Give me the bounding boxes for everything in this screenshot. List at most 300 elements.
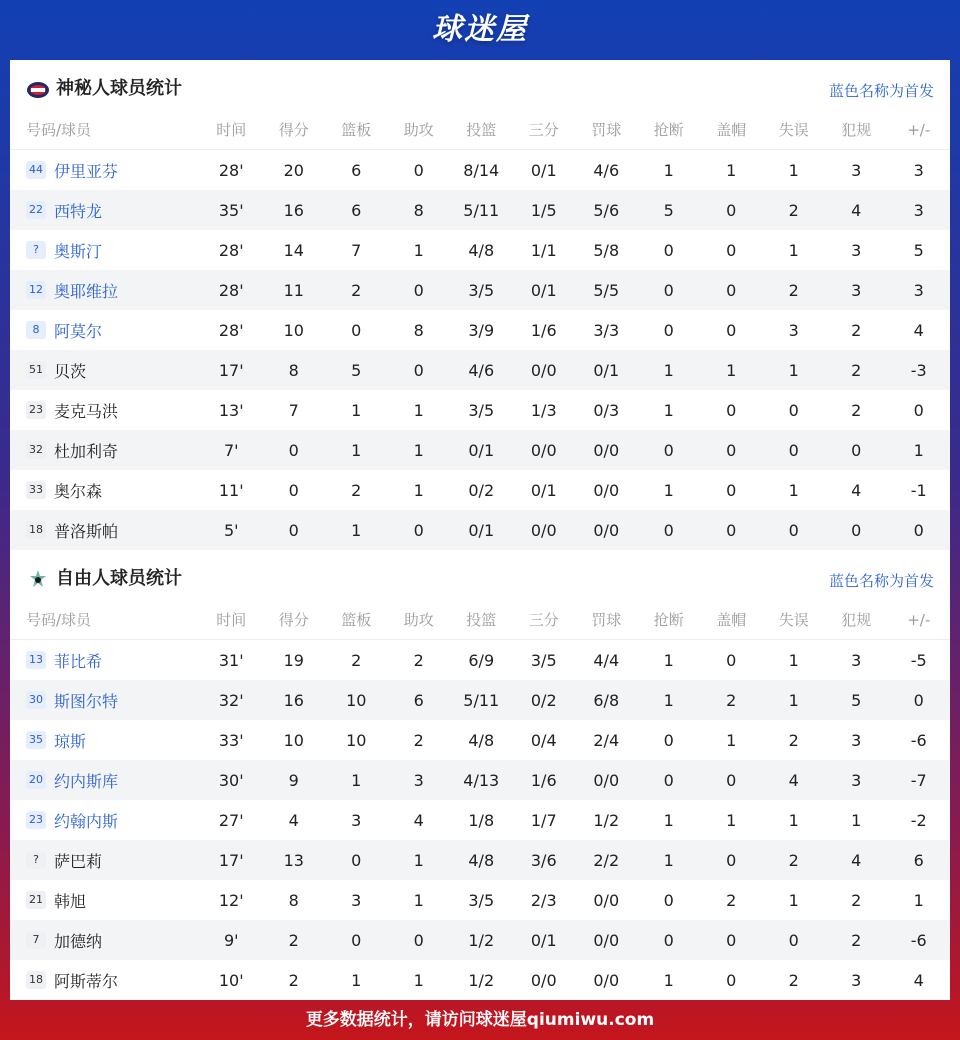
stat-cell: 0/0 <box>593 440 620 460</box>
stat-cell: 10 <box>346 690 367 710</box>
column-header: 得分 <box>278 611 309 629</box>
player-name[interactable]: 奥耶维拉 <box>54 281 119 301</box>
jersey-number-badge: ? <box>26 851 46 869</box>
player-name[interactable]: 西特龙 <box>54 201 103 221</box>
stat-cell: 0/3 <box>593 400 620 420</box>
stat-cell: 0 <box>788 440 799 460</box>
stat-cell: 3 <box>851 160 862 180</box>
stat-cell: 17' <box>218 360 244 380</box>
stat-cell: 1 <box>726 160 737 180</box>
player-cell <box>10 239 200 262</box>
starter-note: 蓝色名称为首发 <box>828 572 934 590</box>
stat-cell: 0 <box>913 520 924 540</box>
column-header: 抢断 <box>653 611 684 629</box>
stat-cell: 19 <box>283 650 304 670</box>
column-header: 投篮 <box>466 121 497 139</box>
stat-cell: 0 <box>913 400 924 420</box>
player-name[interactable]: 约内斯库 <box>54 771 119 791</box>
team-title: 神秘人球员统计 <box>56 78 182 99</box>
player-name[interactable]: 琼斯 <box>54 731 87 751</box>
column-header: 罚球 <box>591 121 622 139</box>
stat-cell: 4 <box>851 200 862 220</box>
stat-cell: 9 <box>288 770 299 790</box>
player-row <box>10 840 950 880</box>
player-cell <box>10 199 200 222</box>
column-header: 失误 <box>778 611 809 629</box>
stat-cell: 1 <box>788 650 799 670</box>
stat-cell: 2 <box>788 970 799 990</box>
column-header: 助攻 <box>403 121 434 139</box>
player-row <box>10 880 950 920</box>
player-row <box>10 720 950 760</box>
stat-cell: 12' <box>218 890 244 910</box>
player-name: 杜加利奇 <box>54 441 119 461</box>
stat-cell: 1 <box>851 810 862 830</box>
stat-cell: 0/1 <box>530 280 557 300</box>
stat-cell: 30' <box>218 770 244 790</box>
column-header-row <box>10 120 950 150</box>
stat-cell: 1 <box>663 810 674 830</box>
stat-cell: -1 <box>910 480 927 500</box>
jersey-number-badge: 7 <box>26 931 46 949</box>
stat-cell: 0 <box>726 650 737 670</box>
stat-cell: 1 <box>663 690 674 710</box>
stat-cell: 0 <box>726 240 737 260</box>
stat-cell: 3 <box>851 240 862 260</box>
stat-cell: 3 <box>851 770 862 790</box>
stat-cell: 16 <box>283 200 304 220</box>
team-title: 自由人球员统计 <box>56 568 182 589</box>
stat-cell: 0/1 <box>530 160 557 180</box>
player-cell <box>10 849 200 872</box>
stat-cell: 0 <box>663 890 674 910</box>
stat-cell: 0 <box>351 930 362 950</box>
stat-cell: 0 <box>413 520 424 540</box>
stat-cell: 0 <box>663 280 674 300</box>
stat-cell: 1 <box>788 810 799 830</box>
player-name[interactable]: 奥斯汀 <box>54 241 103 261</box>
column-header: +/- <box>907 611 931 629</box>
stat-cell: 0/1 <box>593 360 620 380</box>
player-name: 萨巴莉 <box>54 851 103 871</box>
stat-cell: 2 <box>726 690 737 710</box>
player-name: 贝茨 <box>54 361 87 381</box>
stat-cell: 0 <box>288 440 299 460</box>
stat-cell: 6/8 <box>593 690 620 710</box>
stat-cell: 1 <box>913 440 924 460</box>
stat-cell: 0 <box>351 850 362 870</box>
stat-cell: 0 <box>726 320 737 340</box>
player-cell <box>10 159 200 182</box>
column-header: 助攻 <box>403 611 434 629</box>
jersey-number-badge: 33 <box>26 481 46 499</box>
stat-cell: 2 <box>788 200 799 220</box>
stat-cell: 3/6 <box>530 850 557 870</box>
column-header: 三分 <box>528 611 559 629</box>
stat-cell: 10 <box>283 320 304 340</box>
stat-cell: 1 <box>351 400 362 420</box>
stat-cell: 5/11 <box>463 690 500 710</box>
player-cell <box>10 399 200 422</box>
stat-cell: 1 <box>788 480 799 500</box>
stat-cell: 27' <box>218 810 244 830</box>
stat-cell: 11 <box>283 280 304 300</box>
team-section <box>10 60 950 550</box>
stat-cell: 2 <box>851 320 862 340</box>
stat-cell: 1 <box>913 890 924 910</box>
column-header: 号码/球员 <box>26 611 92 629</box>
column-header: 犯规 <box>841 121 872 139</box>
stat-cell: 0 <box>288 520 299 540</box>
column-header-row <box>10 610 950 640</box>
column-header: 得分 <box>278 121 309 139</box>
player-name[interactable]: 约翰内斯 <box>54 811 119 831</box>
stat-cell: 0 <box>851 440 862 460</box>
column-header: 盖帽 <box>716 121 747 139</box>
player-row <box>10 640 950 680</box>
stat-cell: 1 <box>413 440 424 460</box>
stat-cell: 7' <box>223 440 239 460</box>
stat-cell: 5' <box>223 520 239 540</box>
stat-cell: 4 <box>288 810 299 830</box>
column-header: 犯规 <box>841 611 872 629</box>
stat-cell: 1 <box>351 770 362 790</box>
stat-cell: 1/2 <box>468 930 495 950</box>
stat-cell: 0 <box>413 930 424 950</box>
stat-cell: 3 <box>351 890 362 910</box>
stat-cell: 0/0 <box>593 770 620 790</box>
stat-cell: 13' <box>218 400 244 420</box>
stat-cell: 14 <box>283 240 304 260</box>
player-cell <box>10 929 200 952</box>
stat-cell: 1/2 <box>468 970 495 990</box>
jersey-number-badge: 12 <box>26 281 46 299</box>
stat-cell: 1 <box>726 730 737 750</box>
stat-cell: 0 <box>413 160 424 180</box>
stat-cell: 0 <box>726 480 737 500</box>
stat-cell: 28' <box>218 280 244 300</box>
player-name[interactable]: 伊里亚芬 <box>54 161 119 181</box>
player-row <box>10 470 950 510</box>
stat-cell: 3/3 <box>593 320 620 340</box>
liberty-logo-icon <box>26 568 50 592</box>
stat-cell: 1/5 <box>530 200 557 220</box>
stat-cell: 1 <box>413 850 424 870</box>
stat-cell: 2 <box>726 890 737 910</box>
stat-cell: 3 <box>413 770 424 790</box>
jersey-number-badge: 44 <box>26 161 46 179</box>
stat-cell: 0 <box>726 400 737 420</box>
stat-cell: 5 <box>851 690 862 710</box>
stat-cell: 0/0 <box>593 480 620 500</box>
stat-cell: 1/1 <box>530 240 557 260</box>
stat-cell: 1/8 <box>468 810 495 830</box>
stat-cell: 3 <box>351 810 362 830</box>
column-header: 三分 <box>528 121 559 139</box>
starter-note: 蓝色名称为首发 <box>828 82 934 100</box>
stat-cell: 5/6 <box>593 200 620 220</box>
player-cell <box>10 479 200 502</box>
player-name: 阿斯蒂尔 <box>54 971 119 991</box>
stat-cell: 1 <box>351 970 362 990</box>
column-header: 罚球 <box>591 611 622 629</box>
stat-cell: 0 <box>663 930 674 950</box>
stat-cell: 2 <box>851 360 862 380</box>
stat-cell: 0 <box>726 930 737 950</box>
stat-cell: 3 <box>851 730 862 750</box>
stat-cell: 1 <box>663 650 674 670</box>
stat-cell: 28' <box>218 240 244 260</box>
player-name[interactable]: 斯图尔特 <box>54 691 119 711</box>
jersey-number-badge: 8 <box>26 321 46 339</box>
player-row <box>10 230 950 270</box>
stat-cell: 1/2 <box>593 810 620 830</box>
jersey-number-badge: ? <box>26 241 46 259</box>
stat-cell: 0/0 <box>593 520 620 540</box>
stat-cell: 10 <box>283 730 304 750</box>
stat-cell: -5 <box>910 650 927 670</box>
stat-cell: 1 <box>663 480 674 500</box>
stat-cell: 0 <box>288 480 299 500</box>
stat-cell: 3 <box>913 280 924 300</box>
stat-cell: 0 <box>663 320 674 340</box>
stat-cell: 0 <box>663 520 674 540</box>
player-cell <box>10 359 200 382</box>
stat-cell: 4/6 <box>593 160 620 180</box>
jersey-number-badge: 22 <box>26 201 46 219</box>
stat-cell: 2 <box>288 930 299 950</box>
stat-cell: 0/0 <box>593 970 620 990</box>
stat-cell: 1 <box>663 970 674 990</box>
jersey-number-badge: 35 <box>26 731 46 749</box>
column-header: 篮板 <box>341 611 372 629</box>
player-cell <box>10 689 200 712</box>
stat-cell: 1/6 <box>530 770 557 790</box>
column-header: +/- <box>907 121 931 139</box>
jersey-number-badge: 21 <box>26 891 46 909</box>
stat-cell: 1 <box>788 240 799 260</box>
stat-cell: 2/3 <box>530 890 557 910</box>
column-header: 投篮 <box>466 611 497 629</box>
stat-cell: 0/0 <box>530 360 557 380</box>
stat-cell: 1 <box>663 400 674 420</box>
stat-cell: 11' <box>218 480 244 500</box>
stat-cell: 7 <box>351 240 362 260</box>
column-header: 篮板 <box>341 121 372 139</box>
stat-cell: 31' <box>218 650 244 670</box>
stat-cell: 1 <box>663 360 674 380</box>
stat-cell: -3 <box>910 360 927 380</box>
stat-cell: 5/5 <box>593 280 620 300</box>
stat-cell: 32' <box>218 690 244 710</box>
stat-cell: 28' <box>218 160 244 180</box>
stat-cell: 0/2 <box>530 690 557 710</box>
column-header: 失误 <box>778 121 809 139</box>
jersey-number-badge: 30 <box>26 691 46 709</box>
stat-cell: 4/13 <box>463 770 500 790</box>
player-row <box>10 960 950 1000</box>
stat-cell: 1 <box>788 160 799 180</box>
stat-cell: 3/9 <box>468 320 495 340</box>
column-header: 号码/球员 <box>26 121 92 139</box>
stat-cell: 1 <box>351 520 362 540</box>
jersey-number-badge: 13 <box>26 651 46 669</box>
stat-cell: 1 <box>788 360 799 380</box>
stat-cell: -2 <box>910 810 927 830</box>
stat-cell: 1 <box>351 440 362 460</box>
team-header <box>10 60 950 120</box>
stat-cell: 1 <box>788 690 799 710</box>
stat-cell: 20 <box>283 160 304 180</box>
stat-cell: 4 <box>413 810 424 830</box>
stat-cell: 1/6 <box>530 320 557 340</box>
jersey-number-badge: 23 <box>26 401 46 419</box>
column-header: 抢断 <box>653 121 684 139</box>
team-section <box>10 550 950 1000</box>
stat-cell: 3/5 <box>468 400 495 420</box>
stat-cell: 0 <box>663 770 674 790</box>
stat-cell: 5 <box>351 360 362 380</box>
stat-cell: 0/1 <box>468 520 495 540</box>
stat-cell: 0 <box>913 690 924 710</box>
stat-cell: 5 <box>913 240 924 260</box>
player-cell <box>10 319 200 342</box>
stat-cell: 1 <box>788 890 799 910</box>
stat-cell: 3 <box>788 320 799 340</box>
player-cell <box>10 439 200 462</box>
stat-cell: 6/9 <box>468 650 495 670</box>
stat-cell: 2 <box>788 280 799 300</box>
stat-cell: 3/5 <box>468 890 495 910</box>
player-row <box>10 510 950 550</box>
stat-cell: 3/5 <box>530 650 557 670</box>
stat-cell: 8 <box>288 890 299 910</box>
stat-cell: 8 <box>288 360 299 380</box>
stat-cell: 0 <box>726 520 737 540</box>
player-cell <box>10 729 200 752</box>
stat-cell: 0 <box>788 400 799 420</box>
stat-cell: 1 <box>413 890 424 910</box>
stat-cell: 4 <box>851 480 862 500</box>
stat-cell: 2 <box>288 970 299 990</box>
stat-cell: 4/4 <box>593 650 620 670</box>
stat-cell: 0 <box>413 360 424 380</box>
stat-cell: 2 <box>413 730 424 750</box>
stat-cell: 1 <box>413 240 424 260</box>
stat-cell: 10 <box>346 730 367 750</box>
stats-panel <box>10 60 950 1000</box>
team-header <box>10 550 950 610</box>
stat-cell: 5/8 <box>593 240 620 260</box>
stat-cell: 4/6 <box>468 360 495 380</box>
column-header: 时间 <box>216 121 247 139</box>
stat-cell: 0 <box>726 770 737 790</box>
stat-cell: 1 <box>663 160 674 180</box>
stat-cell: 0 <box>663 440 674 460</box>
player-cell <box>10 889 200 912</box>
stat-cell: 0/4 <box>530 730 557 750</box>
stat-cell: 0/0 <box>530 520 557 540</box>
stat-cell: 6 <box>351 200 362 220</box>
player-row <box>10 270 950 310</box>
stat-cell: 0 <box>726 970 737 990</box>
stat-cell: 2 <box>788 730 799 750</box>
stat-cell: 4 <box>913 970 924 990</box>
stat-cell: 9' <box>223 930 239 950</box>
stat-cell: 2 <box>413 650 424 670</box>
stat-cell: 0/0 <box>593 930 620 950</box>
player-name[interactable]: 菲比希 <box>54 651 103 671</box>
player-cell <box>10 969 200 992</box>
footer-banner: 更多数据统计，请访问球迷屋qiumiwu.com <box>305 1010 655 1030</box>
stat-cell: 3 <box>851 650 862 670</box>
player-cell <box>10 649 200 672</box>
stat-cell: 0 <box>788 520 799 540</box>
stat-cell: 8 <box>413 320 424 340</box>
stat-cell: 8 <box>413 200 424 220</box>
player-row <box>10 800 950 840</box>
player-row <box>10 150 950 190</box>
stat-cell: 3 <box>913 200 924 220</box>
stat-cell: 2 <box>851 890 862 910</box>
player-row <box>10 430 950 470</box>
player-row <box>10 350 950 390</box>
stat-cell: 0/1 <box>530 480 557 500</box>
stat-cell: 0 <box>788 930 799 950</box>
stat-cell: 2 <box>788 850 799 870</box>
player-row <box>10 760 950 800</box>
jersey-number-badge: 20 <box>26 771 46 789</box>
stat-cell: 0/1 <box>468 440 495 460</box>
player-name: 普洛斯帕 <box>54 521 119 541</box>
column-header: 时间 <box>216 611 247 629</box>
stat-cell: 7 <box>288 400 299 420</box>
stat-cell: 1 <box>726 360 737 380</box>
stat-cell: 2 <box>851 400 862 420</box>
player-cell <box>10 279 200 302</box>
stat-cell: 4/8 <box>468 240 495 260</box>
stat-cell: 2 <box>351 650 362 670</box>
stat-cell: 0/0 <box>593 890 620 910</box>
player-row <box>10 920 950 960</box>
stat-cell: 2/4 <box>593 730 620 750</box>
stat-cell: -6 <box>910 730 927 750</box>
stat-cell: 3/5 <box>468 280 495 300</box>
stat-cell: 0 <box>351 320 362 340</box>
stat-cell: 2 <box>851 930 862 950</box>
stat-cell: 3 <box>913 160 924 180</box>
stat-cell: 1 <box>413 400 424 420</box>
stat-cell: 0 <box>851 520 862 540</box>
stat-cell: 4/8 <box>468 850 495 870</box>
stat-cell: 3 <box>851 280 862 300</box>
stat-cell: 0 <box>726 850 737 870</box>
player-name[interactable]: 阿莫尔 <box>54 321 103 341</box>
stat-cell: 0/2 <box>468 480 495 500</box>
stat-cell: 6 <box>413 690 424 710</box>
stat-cell: 1 <box>413 970 424 990</box>
stat-cell: 1/3 <box>530 400 557 420</box>
stat-cell: 8/14 <box>463 160 500 180</box>
stat-cell: 1 <box>663 850 674 870</box>
stat-cell: 0 <box>663 240 674 260</box>
stat-cell: 0 <box>726 440 737 460</box>
player-name: 韩旭 <box>54 891 87 911</box>
stat-cell: 6 <box>913 850 924 870</box>
player-row <box>10 190 950 230</box>
player-cell <box>10 519 200 542</box>
stat-cell: 33' <box>218 730 244 750</box>
